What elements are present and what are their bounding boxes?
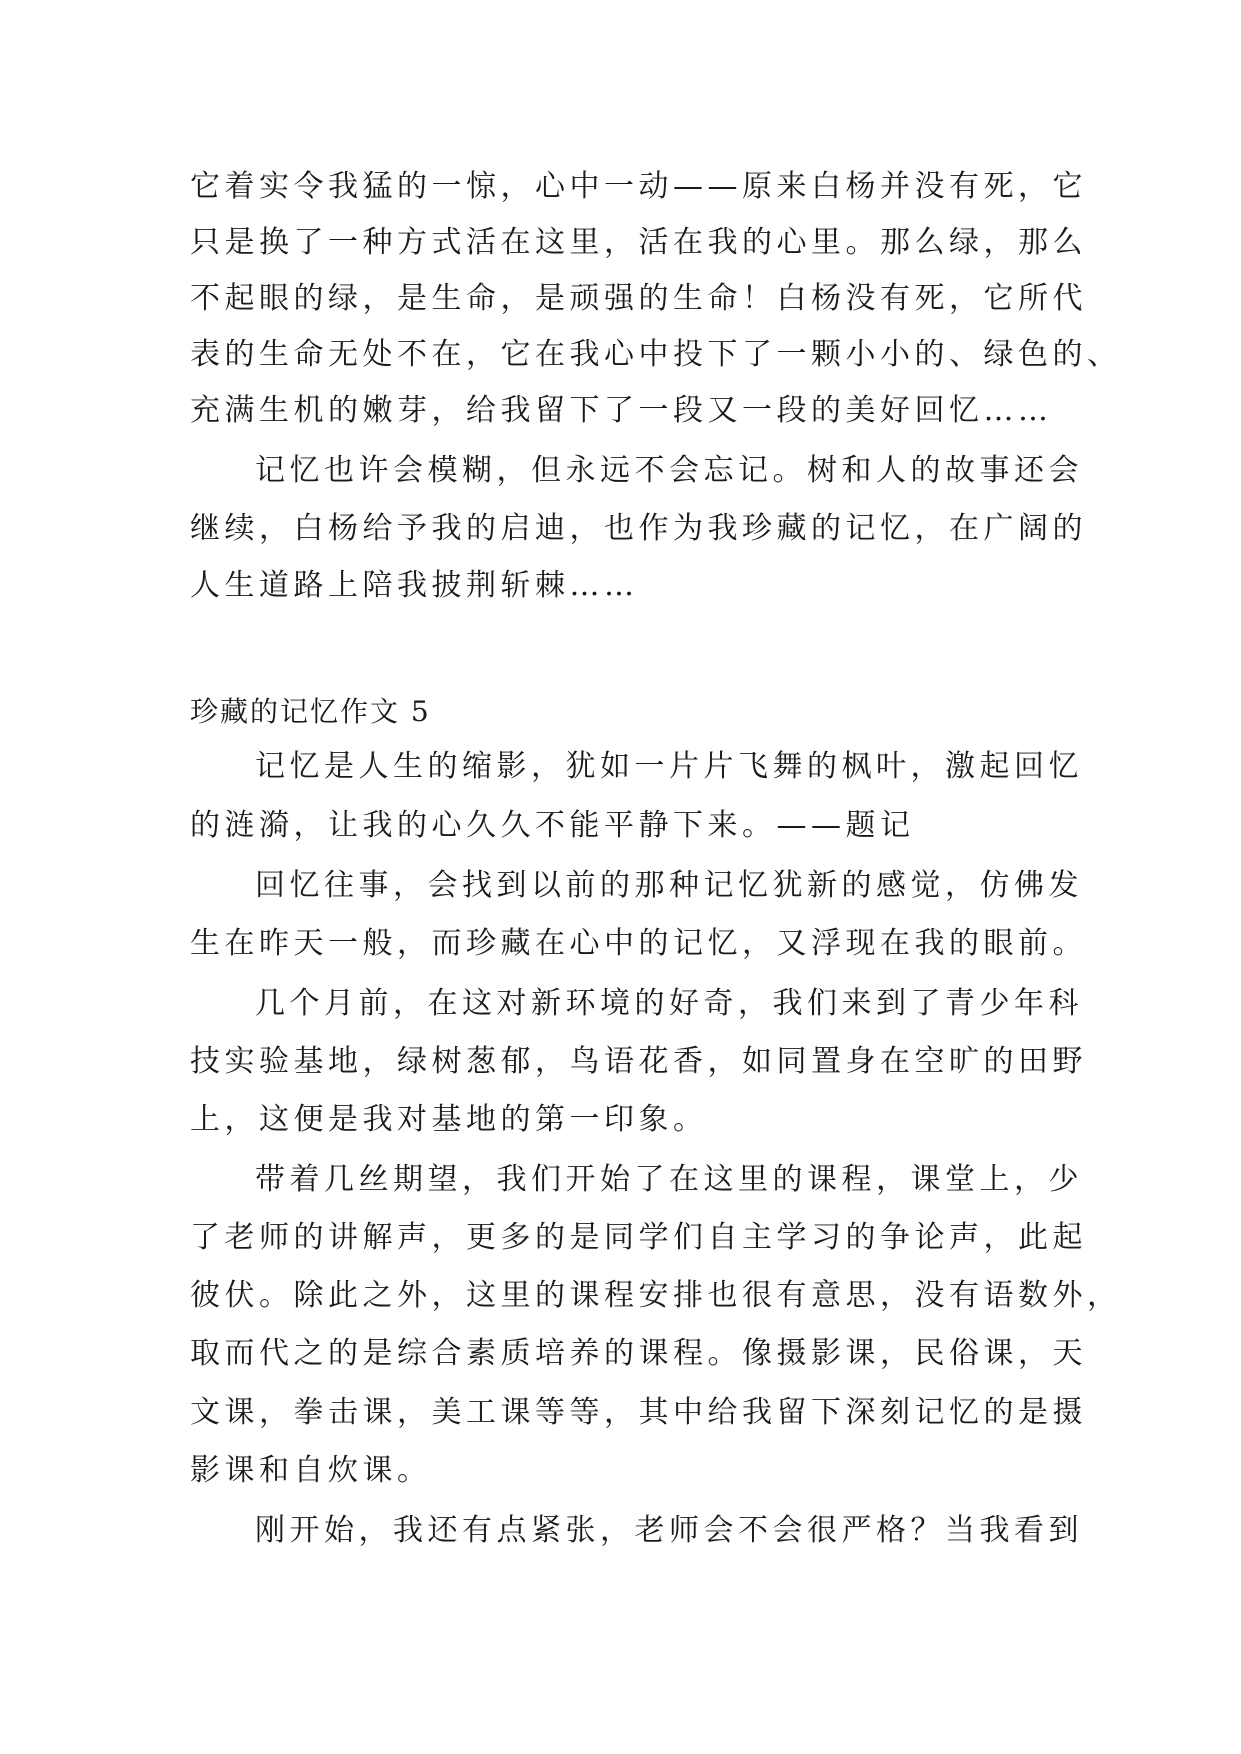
text-line: 只是换了一种方式活在这里，活在我的心里。那么绿，那么 — [190, 225, 1087, 260]
text-line: 的涟漪，让我的心久久不能平静下来。——题记 — [190, 808, 915, 843]
text-line: 不起眼的绿，是生命，是顽强的生命！白杨没有死，它所代 — [190, 281, 1087, 316]
paragraph-first-line: 刚开始，我还有点紧张，老师会不会很严格？当我看到 — [255, 1513, 1083, 1548]
paragraph-first-line: 记忆是人生的缩影，犹如一片片飞舞的枫叶，激起回忆 — [255, 749, 1083, 784]
section-heading: 珍藏的记忆作文 5 — [190, 695, 431, 728]
text-line: 影课和自炊课。 — [190, 1453, 432, 1488]
text-line: 文课，拳击课，美工课等等，其中给我留下深刻记忆的是摄 — [190, 1395, 1087, 1430]
text-line: 生在昨天一般，而珍藏在心中的记忆，又浮现在我的眼前。 — [190, 926, 1087, 961]
text-line: 技实验基地，绿树葱郁，鸟语花香，如同置身在空旷的田野 — [190, 1044, 1087, 1079]
text-line: 上，这便是我对基地的第一印象。 — [190, 1102, 708, 1137]
text-line: 了老师的讲解声，更多的是同学们自主学习的争论声，此起 — [190, 1220, 1087, 1255]
text-line: 充满生机的嫩芽，给我留下了一段又一段的美好回忆…… — [190, 393, 1053, 428]
text-line: 表的生命无处不在，它在我心中投下了一颗小小的、绿色的、 — [190, 337, 1122, 372]
text-line: 取而代之的是综合素质培养的课程。像摄影课，民俗课，天 — [190, 1336, 1087, 1371]
paragraph-first-line: 回忆往事，会找到以前的那种记忆犹新的感觉，仿佛发 — [255, 868, 1083, 903]
paragraph-first-line: 几个月前，在这对新环境的好奇，我们来到了青少年科 — [255, 986, 1083, 1021]
text-line: 它着实令我猛的一惊，心中一动——原来白杨并没有死，它 — [190, 169, 1087, 204]
paragraph-first-line: 带着几丝期望，我们开始了在这里的课程，课堂上，少 — [255, 1162, 1083, 1197]
text-line: 继续，白杨给予我的启迪，也作为我珍藏的记忆，在广阔的 — [190, 511, 1087, 546]
text-line: 彼伏。除此之外，这里的课程安排也很有意思，没有语数外， — [190, 1278, 1122, 1313]
text-line: 人生道路上陪我披荆斩棘…… — [190, 568, 639, 603]
paragraph-first-line: 记忆也许会模糊，但永远不会忘记。树和人的故事还会 — [255, 453, 1083, 488]
